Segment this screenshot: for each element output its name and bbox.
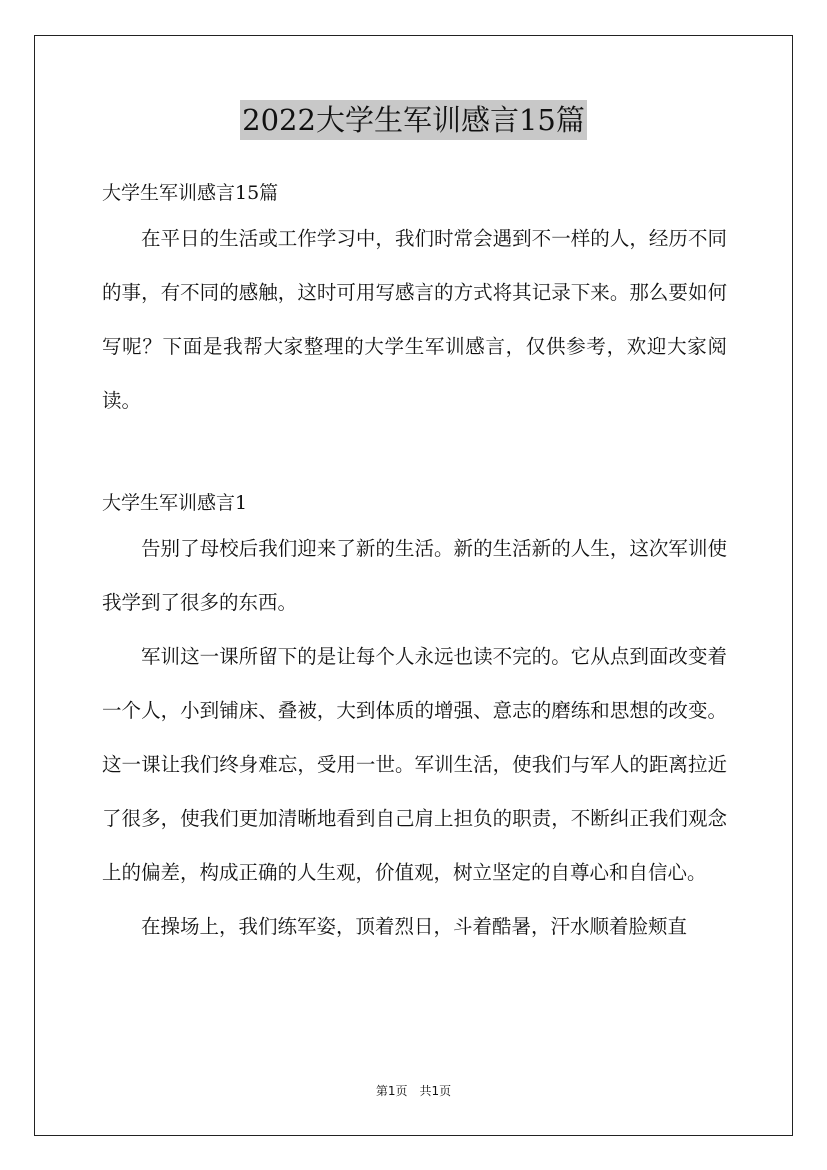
body-paragraph: 在操场上，我们练军姿，顶着烈日，斗着酷暑，汗水顺着脸颊直 <box>141 915 688 938</box>
document-title: 2022大学生军训感言15篇 <box>240 100 587 140</box>
body-paragraph: 告别了母校后我们迎来了新的生活。新的生活新的人生，这次军训使我学到了很多的东西。 <box>102 537 727 614</box>
section-heading: 大学生军训感言1 <box>102 492 248 514</box>
page-total: 共1页 <box>419 1084 452 1098</box>
section-gap <box>102 428 727 475</box>
document-body <box>102 174 727 954</box>
document-subtitle: 大学生军训感言15篇 <box>102 182 279 204</box>
title-container <box>0 100 827 140</box>
page-number: 第1页 <box>375 1084 408 1098</box>
body-paragraph: 军训这一课所留下的是让每个人永远也读不完的。它从点到面改变着一个人，小到铺床、叠被，大到体质的增强、意志的磨练和思想的改变。这一课让我们终身难忘，受用一世。军训生活，使我们与军人的距离拉近了很多，使我们更加清晰地看到自己肩上担负的职责，不断纠正我们观念上的偏差，构成正确的人生观，价值观，树立坚定的自尊心和自信心。 <box>102 645 727 884</box>
page-footer <box>0 1082 827 1099</box>
intro-paragraph: 在平日的生活或工作学习中，我们时常会遇到不一样的人，经历不同的事，有不同的感触，这时可用写感言的方式将其记录下来。那么要如何写呢？下面是我帮大家整理的大学生军训感言，仅供参考，欢迎大家阅读。 <box>102 227 727 412</box>
